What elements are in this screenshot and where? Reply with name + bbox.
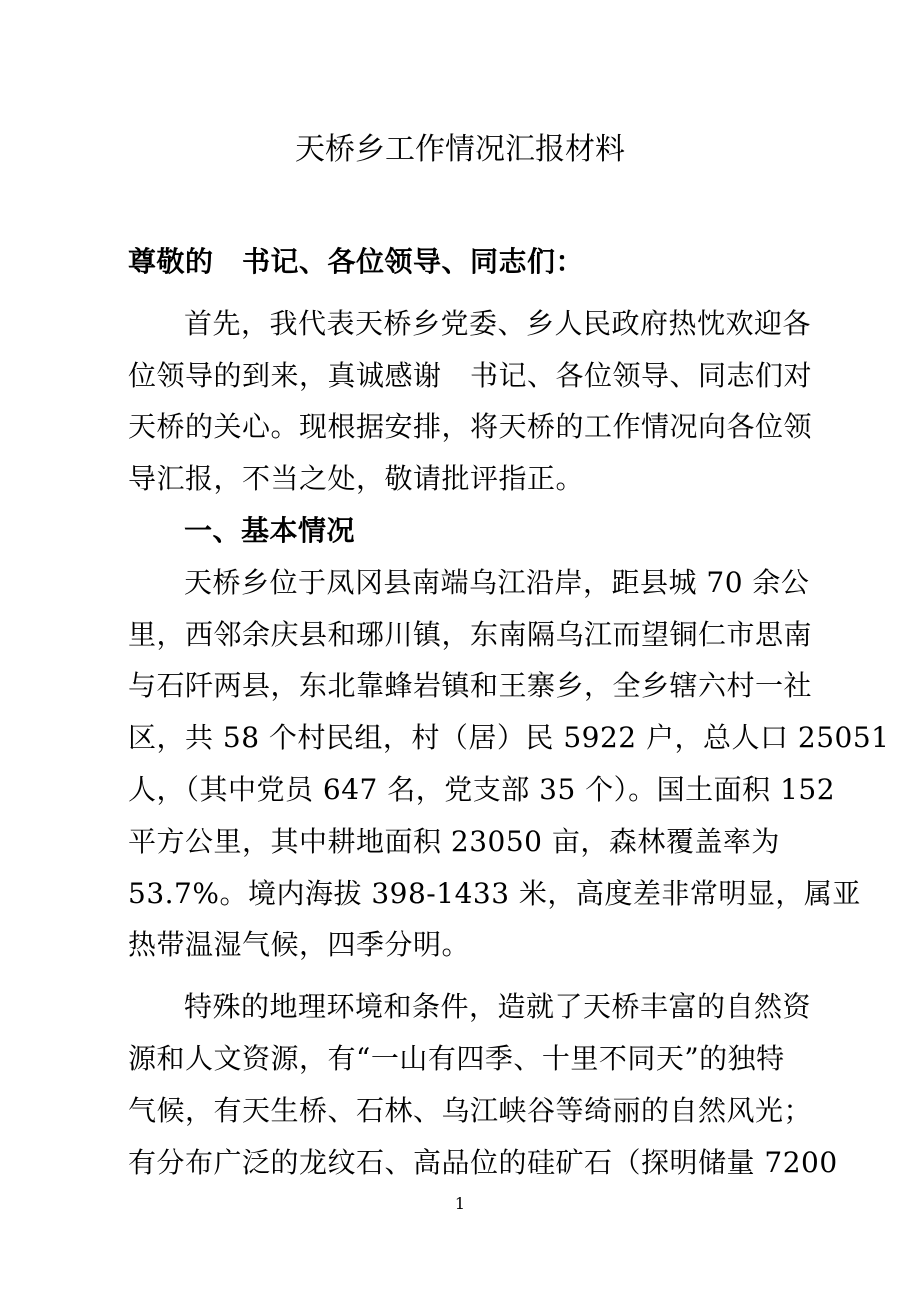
paragraph-resources — [128, 981, 838, 1188]
spacer — [128, 288, 808, 298]
spacer — [128, 971, 808, 981]
paragraph-line: 首先，我代表天桥乡党委、乡人民政府热忱欢迎各 — [184, 306, 812, 340]
paragraph-line: 天桥乡位于凤冈县南端乌江沿岸，距县城 70 余公 — [184, 565, 810, 599]
salutation: 尊敬的 书记、各位领导、同志们： — [128, 245, 585, 278]
section-heading: 一、基本情况 — [184, 513, 356, 547]
paragraph-line: 人，（其中党员 647 名，党支部 35 个）。国土面积 152 — [128, 772, 836, 806]
paragraph-line: 有分布广泛的龙纹石、高品位的硅矿石（探明储量 7200 — [128, 1145, 838, 1179]
paragraph-line: 天桥的关心。现根据安排，将天桥的工作情况向各位领 — [128, 410, 813, 444]
paragraph-basic-info — [128, 557, 890, 971]
document-body — [128, 236, 890, 1188]
paragraph-line: 源和人文资源，有“一山有四季、十里不同天”的独特 — [128, 1041, 785, 1075]
paragraph-line: 与石阡两县，东北靠蜂岩镇和王寨乡，全乡辖六村一社 — [128, 669, 813, 703]
paragraph-line: 区，共 58 个村民组，村（居）民 5922 户，总人口 25051 — [128, 721, 890, 755]
paragraph-line: 53.7%。境内海拔 398-1433 米，高度差非常明显，属亚 — [128, 876, 861, 910]
paragraph-line: 里，西邻余庆县和琊川镇，东南隔乌江而望铜仁市思南 — [128, 617, 813, 651]
paragraph-line: 导汇报，不当之处，敬请批评指正。 — [128, 462, 585, 496]
paragraph-line: 位领导的到来，真诚感谢 书记、各位领导、同志们对 — [128, 358, 813, 392]
page-number: 1 — [454, 1194, 466, 1213]
paragraph-welcome — [128, 298, 813, 505]
document-title: 天桥乡工作情况汇报材料 — [295, 132, 625, 167]
paragraph-line: 特殊的地理环境和条件，造就了天桥丰富的自然资 — [184, 990, 812, 1024]
paragraph-line: 气候，有天生桥、石林、乌江峡谷等绮丽的自然风光； — [128, 1093, 813, 1127]
paragraph-line: 热带温湿气候，四季分明。 — [128, 928, 471, 962]
paragraph-line: 平方公里，其中耕地面积 23050 亩，森林覆盖率为 — [128, 824, 780, 858]
